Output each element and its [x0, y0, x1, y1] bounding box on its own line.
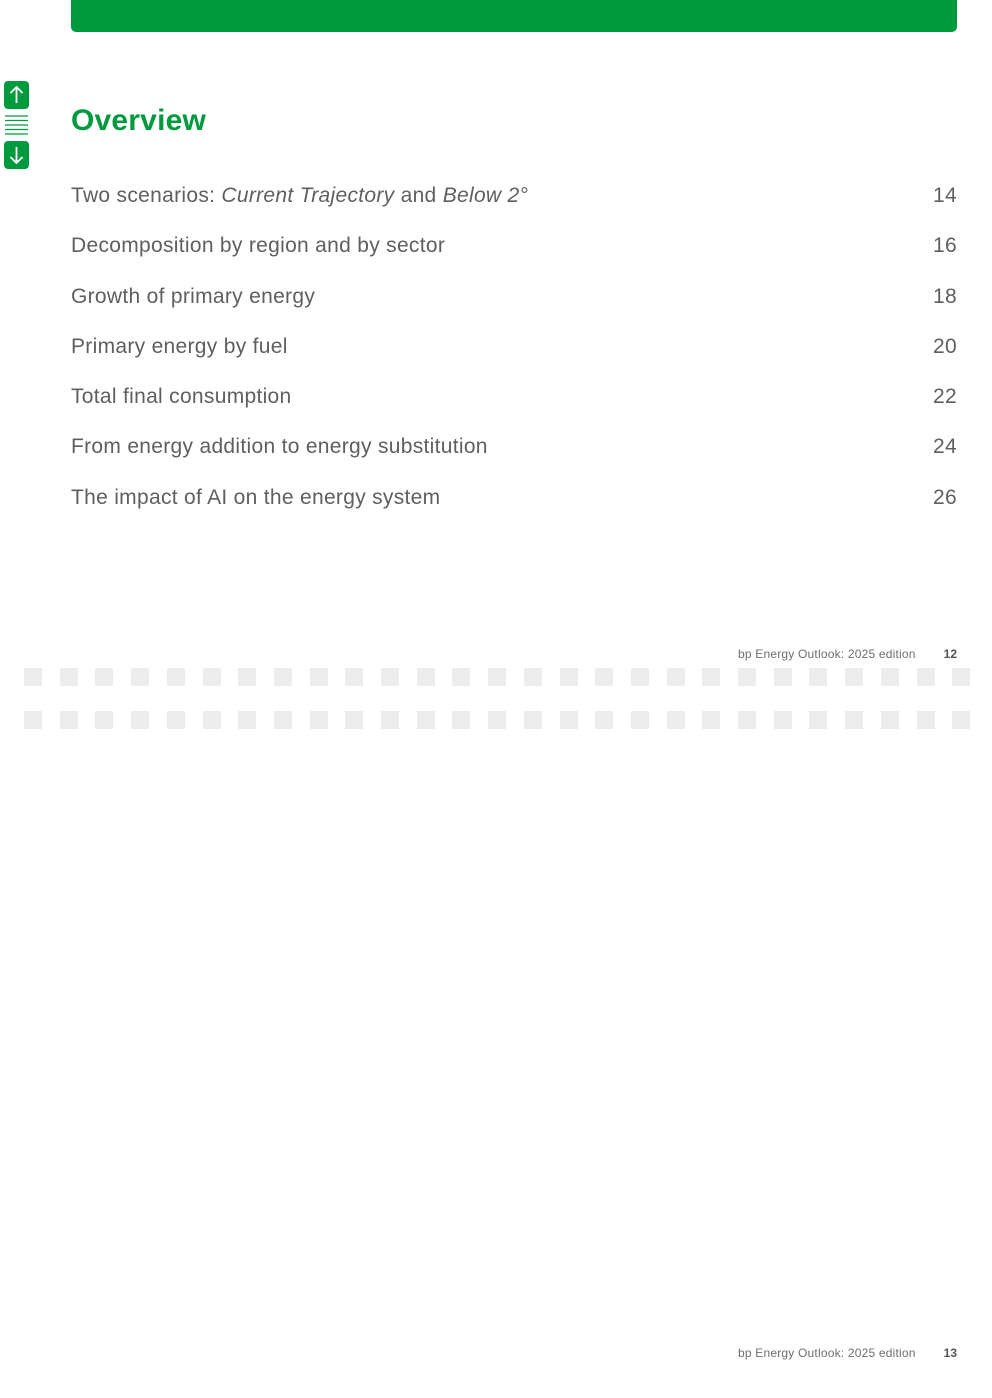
decorative-square: [131, 668, 149, 686]
footer-publication: bp Energy Outlook: 2025 edition: [737, 1346, 916, 1360]
decorative-square: [774, 668, 792, 686]
decorative-square: [131, 711, 149, 729]
decorative-square: [381, 711, 399, 729]
toc-item-decomposition[interactable]: [71, 234, 957, 284]
toc-item-label: From energy addition to energy substitution: [71, 435, 488, 459]
decorative-square: [167, 711, 185, 729]
decorative-square: [238, 711, 256, 729]
decorative-square: [95, 668, 113, 686]
toc-item-label: The impact of AI on the energy system: [71, 485, 441, 509]
decorative-square: [274, 668, 292, 686]
previous-page-button[interactable]: [4, 81, 29, 109]
decorative-square: [595, 668, 613, 686]
page-footer: [738, 647, 957, 661]
toc-item-label: Total final consumption: [71, 385, 292, 409]
toc-item-label: [71, 184, 528, 208]
decorative-square: [345, 711, 363, 729]
footer-publication: bp Energy Outlook: 2025 edition: [737, 647, 916, 661]
decorative-square: [881, 711, 899, 729]
decorative-square-pattern: [24, 668, 974, 686]
arrow-down-icon: [4, 141, 29, 169]
toc-item-label: Primary energy by fuel: [71, 334, 288, 358]
decorative-square: [60, 668, 78, 686]
decorative-square: [452, 711, 470, 729]
decorative-square: [310, 711, 328, 729]
decorative-square: [631, 711, 649, 729]
toc-item-label: Growth of primary energy: [71, 284, 316, 308]
toc-item-primary-energy-by-fuel[interactable]: [71, 335, 957, 385]
toc-page-number: 22: [933, 385, 957, 409]
decorative-square: [310, 668, 328, 686]
menu-lines-icon: [5, 114, 28, 136]
toc-label-scenario-current: Current Trajectory: [221, 184, 395, 207]
decorative-square: [809, 711, 827, 729]
decorative-square: [417, 711, 435, 729]
toc-page-number: 20: [933, 334, 957, 358]
decorative-square: [595, 711, 613, 729]
toc-page-number: 14: [933, 184, 957, 207]
decorative-square: [560, 711, 578, 729]
decorative-square: [667, 668, 685, 686]
decorative-square: [203, 668, 221, 686]
decorative-square: [488, 711, 506, 729]
decorative-square: [560, 668, 578, 686]
toc-label-scenario-below: Below 2°: [442, 184, 529, 207]
decorative-square: [631, 668, 649, 686]
decorative-square: [702, 668, 720, 686]
decorative-square: [167, 668, 185, 686]
toc-item-label: Decomposition by region and by sector: [71, 234, 446, 258]
decorative-square: [60, 711, 78, 729]
contents-menu-button[interactable]: [5, 114, 28, 136]
decorative-square: [24, 711, 42, 729]
toc-item-two-scenarios[interactable]: [71, 184, 957, 234]
toc-item-energy-substitution[interactable]: [71, 435, 957, 485]
toc-label-text: Two scenarios:: [71, 184, 222, 207]
decorative-square: [524, 711, 542, 729]
decorative-square: [917, 711, 935, 729]
next-page-button[interactable]: [4, 141, 29, 169]
decorative-square: [95, 711, 113, 729]
page-title: Overview: [71, 104, 207, 137]
decorative-square: [952, 668, 970, 686]
toc-item-growth-primary-energy[interactable]: [71, 285, 957, 335]
decorative-square: [845, 668, 863, 686]
decorative-square: [274, 711, 292, 729]
header-accent-bar: [71, 0, 957, 32]
decorative-square: [488, 668, 506, 686]
footer-page-number: 12: [943, 647, 957, 661]
toc-item-impact-of-ai[interactable]: [71, 486, 957, 536]
footer-page-number: 13: [943, 1346, 957, 1360]
decorative-square: [917, 668, 935, 686]
decorative-square: [738, 711, 756, 729]
decorative-square: [381, 668, 399, 686]
toc-page-number: 24: [933, 435, 957, 459]
decorative-square: [845, 711, 863, 729]
toc-page-number: 16: [933, 234, 957, 258]
decorative-square: [417, 668, 435, 686]
toc-page-number: 26: [933, 485, 957, 509]
decorative-square: [203, 711, 221, 729]
page-footer: [738, 1346, 957, 1360]
toc-label-text: and: [394, 184, 443, 207]
decorative-square: [452, 668, 470, 686]
decorative-square: [952, 711, 970, 729]
page-navigation: [4, 81, 29, 169]
decorative-square: [667, 711, 685, 729]
toc-item-total-final-consumption[interactable]: [71, 385, 957, 435]
table-of-contents: [71, 184, 957, 536]
decorative-square: [702, 711, 720, 729]
decorative-square: [881, 668, 899, 686]
arrow-up-icon: [4, 81, 29, 109]
decorative-square: [238, 668, 256, 686]
decorative-square: [345, 668, 363, 686]
decorative-square: [524, 668, 542, 686]
decorative-square-pattern: [24, 711, 974, 729]
decorative-square: [774, 711, 792, 729]
decorative-square: [24, 668, 42, 686]
decorative-square: [809, 668, 827, 686]
decorative-square: [738, 668, 756, 686]
toc-page-number: 18: [933, 284, 957, 308]
